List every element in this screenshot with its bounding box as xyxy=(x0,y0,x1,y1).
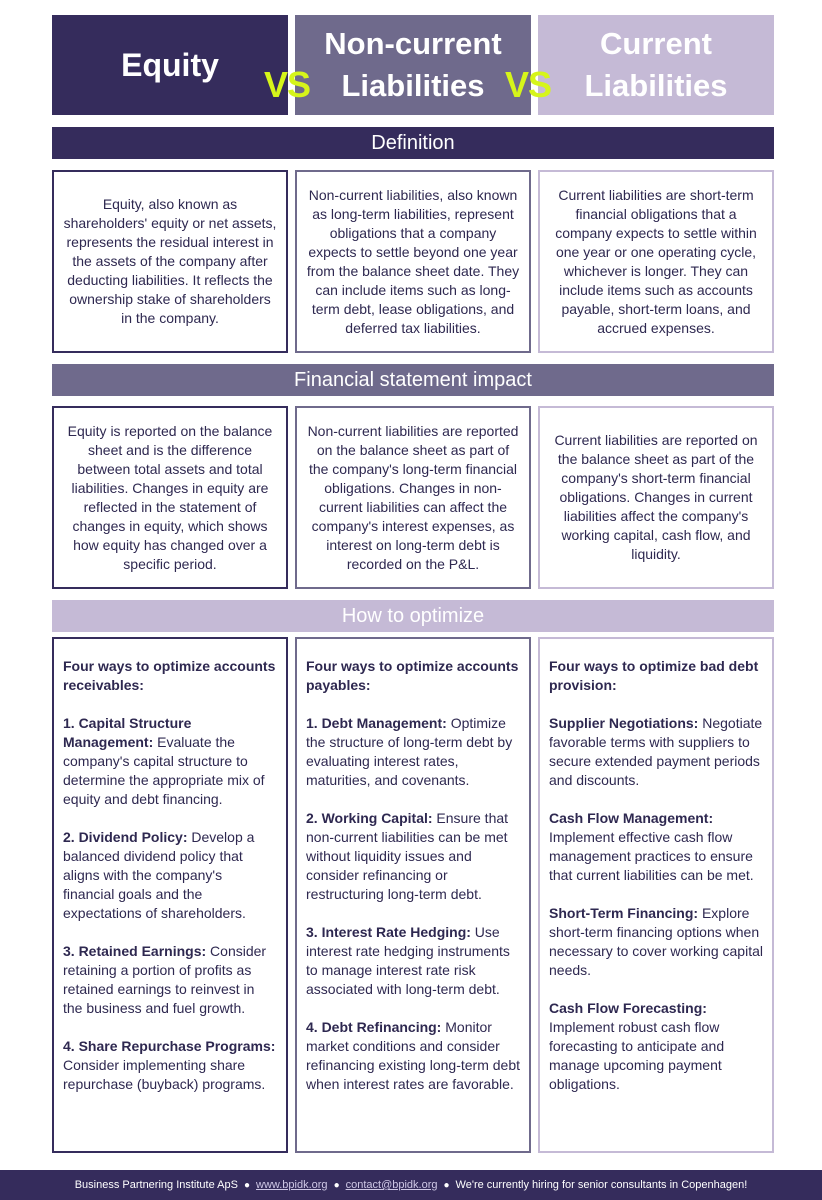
section-title-definition: Definition xyxy=(52,127,774,159)
separator-dot-icon: ● xyxy=(243,1179,251,1191)
equity-header xyxy=(52,15,288,115)
footer-bar xyxy=(0,1170,822,1200)
optimize-item-body: Optimize the structure of long-term debt by evaluating interest rates, maturities, and covenants. xyxy=(306,715,513,788)
optimize-item xyxy=(549,809,763,885)
impact-current-text: Current liabilities are reported on the balance sheet as part of the company's short-term financial obligations. Changes in current liabilities affect the company's working capital, cash flow, and liquidity. xyxy=(554,432,758,562)
optimize-item-head: 2. Working Capital: xyxy=(306,810,433,826)
optimize-item-body: Consider retaining a portion of profits as retained earnings to reinvest in the business and fuel growth. xyxy=(63,943,267,1016)
definition-noncurrent-text: Non-current liabilities, also known as long-term liabilities, represent obligations that a company expects to settle beyond one year from the balance sheet date. They can include items such as long-term debt, lease obligations, and deferred tax liabilities. xyxy=(306,186,520,336)
optimize-item-head: 4. Debt Refinancing: xyxy=(306,1019,442,1035)
optimize-item xyxy=(306,923,520,999)
optimize-item-body: Ensure that non-current liabilities can be met without liquidity issues and consider refinancing or restructuring long-term debt. xyxy=(306,810,509,902)
optimize-item-head: 2. Dividend Policy: xyxy=(63,829,188,845)
impact-noncurrent-text: Non-current liabilities are reported on the balance sheet as part of the company's long-term financial obligations. Changes in non-current liabilities can affect the company's interest expenses, as interest on long-term debt is recorded on the P&L. xyxy=(307,422,519,572)
optimize-item-head: 3. Retained Earnings: xyxy=(63,943,207,959)
current-header-line2: Liabilities xyxy=(584,68,728,103)
optimize-item-body: Implement robust cash flow forecasting to anticipate and manage upcoming payment obligations. xyxy=(549,1019,725,1092)
definition-current-text: Current liabilities are short-term financial obligations that a company expects to settle within one year or one operating cycle, whichever is longer. They can include items such as accounts payable, short-term loans, and accrued expenses. xyxy=(555,186,757,336)
noncurrent-header-line1: Non-current xyxy=(324,26,502,61)
optimize-item xyxy=(549,999,763,1094)
noncurrent-liabilities-header xyxy=(295,15,531,115)
optimize-item xyxy=(306,1018,520,1094)
vs-label-2: VS xyxy=(505,64,552,105)
optimize-equity-card xyxy=(52,637,288,1153)
optimize-item xyxy=(63,1037,277,1094)
optimize-current-title: Four ways to optimize bad debt provision: xyxy=(549,658,759,693)
section-title-optimize: How to optimize xyxy=(52,600,774,632)
optimize-item-body: Negotiate favorable terms with suppliers to secure extended payment periods and discounts. xyxy=(549,715,763,788)
optimize-item xyxy=(63,714,277,809)
section-title-impact: Financial statement impact xyxy=(52,364,774,396)
optimize-equity-title: Four ways to optimize accounts receivables: xyxy=(63,658,276,693)
optimize-item-body: Develop a balanced dividend policy that aligns with the company's financial goals and the expectations of shareholders. xyxy=(63,829,255,921)
optimize-item xyxy=(549,714,763,790)
optimize-item-head: Cash Flow Forecasting: xyxy=(549,1000,707,1016)
impact-equity-text: Equity is reported on the balance sheet and is the difference between total assets and total liabilities. Changes in equity are reflected in the statement of changes in equity, which shows how equity has changed over a specific period. xyxy=(67,422,273,572)
optimize-item xyxy=(306,809,520,904)
optimize-item xyxy=(63,942,277,1018)
optimize-item-body: Explore short-term financing options when necessary to cover working capital needs. xyxy=(549,905,763,978)
optimize-item-body: Implement effective cash flow management practices to ensure that current liabilities can be met. xyxy=(549,829,754,883)
impact-noncurrent-card xyxy=(295,406,531,589)
definition-current-card xyxy=(538,170,774,353)
optimize-item-body: Monitor market conditions and consider refinancing existing long-term debt when interest rates are favorable. xyxy=(306,1019,521,1092)
optimize-item-head: 3. Interest Rate Hedging: xyxy=(306,924,471,940)
optimize-current-card xyxy=(538,637,774,1153)
optimize-item-head: 1. Capital Structure Management: xyxy=(63,715,192,750)
current-header-line1: Current xyxy=(600,26,712,61)
noncurrent-header-line2: Liabilities xyxy=(341,68,485,103)
separator-dot-icon: ● xyxy=(333,1179,340,1191)
optimize-item-head: Supplier Negotiations: xyxy=(549,715,699,731)
equity-header-label: Equity xyxy=(121,46,219,83)
optimize-item-body: Evaluate the company's capital structure to determine the appropriate mix of equity and debt financing. xyxy=(63,734,265,807)
footer-hiring-text: We're currently hiring for senior consultants in Copenhagen! xyxy=(455,1179,748,1191)
definition-noncurrent-card xyxy=(295,170,531,353)
optimize-item-head: Cash Flow Management: xyxy=(549,810,714,826)
optimize-item-head: 4. Share Repurchase Programs: xyxy=(63,1038,276,1054)
optimize-noncurrent-card xyxy=(295,637,531,1153)
optimize-item-head: Short-Term Financing: xyxy=(549,905,699,921)
optimize-item-body: Consider implementing share repurchase (buyback) programs. xyxy=(63,1057,266,1092)
email-link[interactable]: contact@bpidk.org xyxy=(345,1179,438,1191)
optimize-item xyxy=(549,904,763,980)
separator-dot-icon: ● xyxy=(443,1179,450,1191)
optimize-item xyxy=(306,714,520,790)
definition-equity-text: Equity, also known as shareholders' equity or net assets, represents the residual interest in the assets of the company after deducting liabilities. It reflects the ownership stake of shareholders in the company. xyxy=(63,196,277,326)
current-liabilities-header xyxy=(538,15,774,115)
vs-label-1: VS xyxy=(264,64,311,105)
optimize-item-head: 1. Debt Management: xyxy=(306,715,447,731)
optimize-item xyxy=(63,828,277,923)
impact-equity-card xyxy=(52,406,288,589)
definition-equity-card xyxy=(52,170,288,353)
optimize-noncurrent-title: Four ways to optimize accounts payables: xyxy=(306,658,519,693)
footer-company: Business Partnering Institute ApS xyxy=(74,1179,238,1191)
impact-current-card xyxy=(538,406,774,589)
website-link[interactable]: www.bpidk.org xyxy=(256,1179,328,1191)
optimize-item-body: Use interest rate hedging instruments to manage interest rate risk associated with long-term debt. xyxy=(306,924,510,997)
